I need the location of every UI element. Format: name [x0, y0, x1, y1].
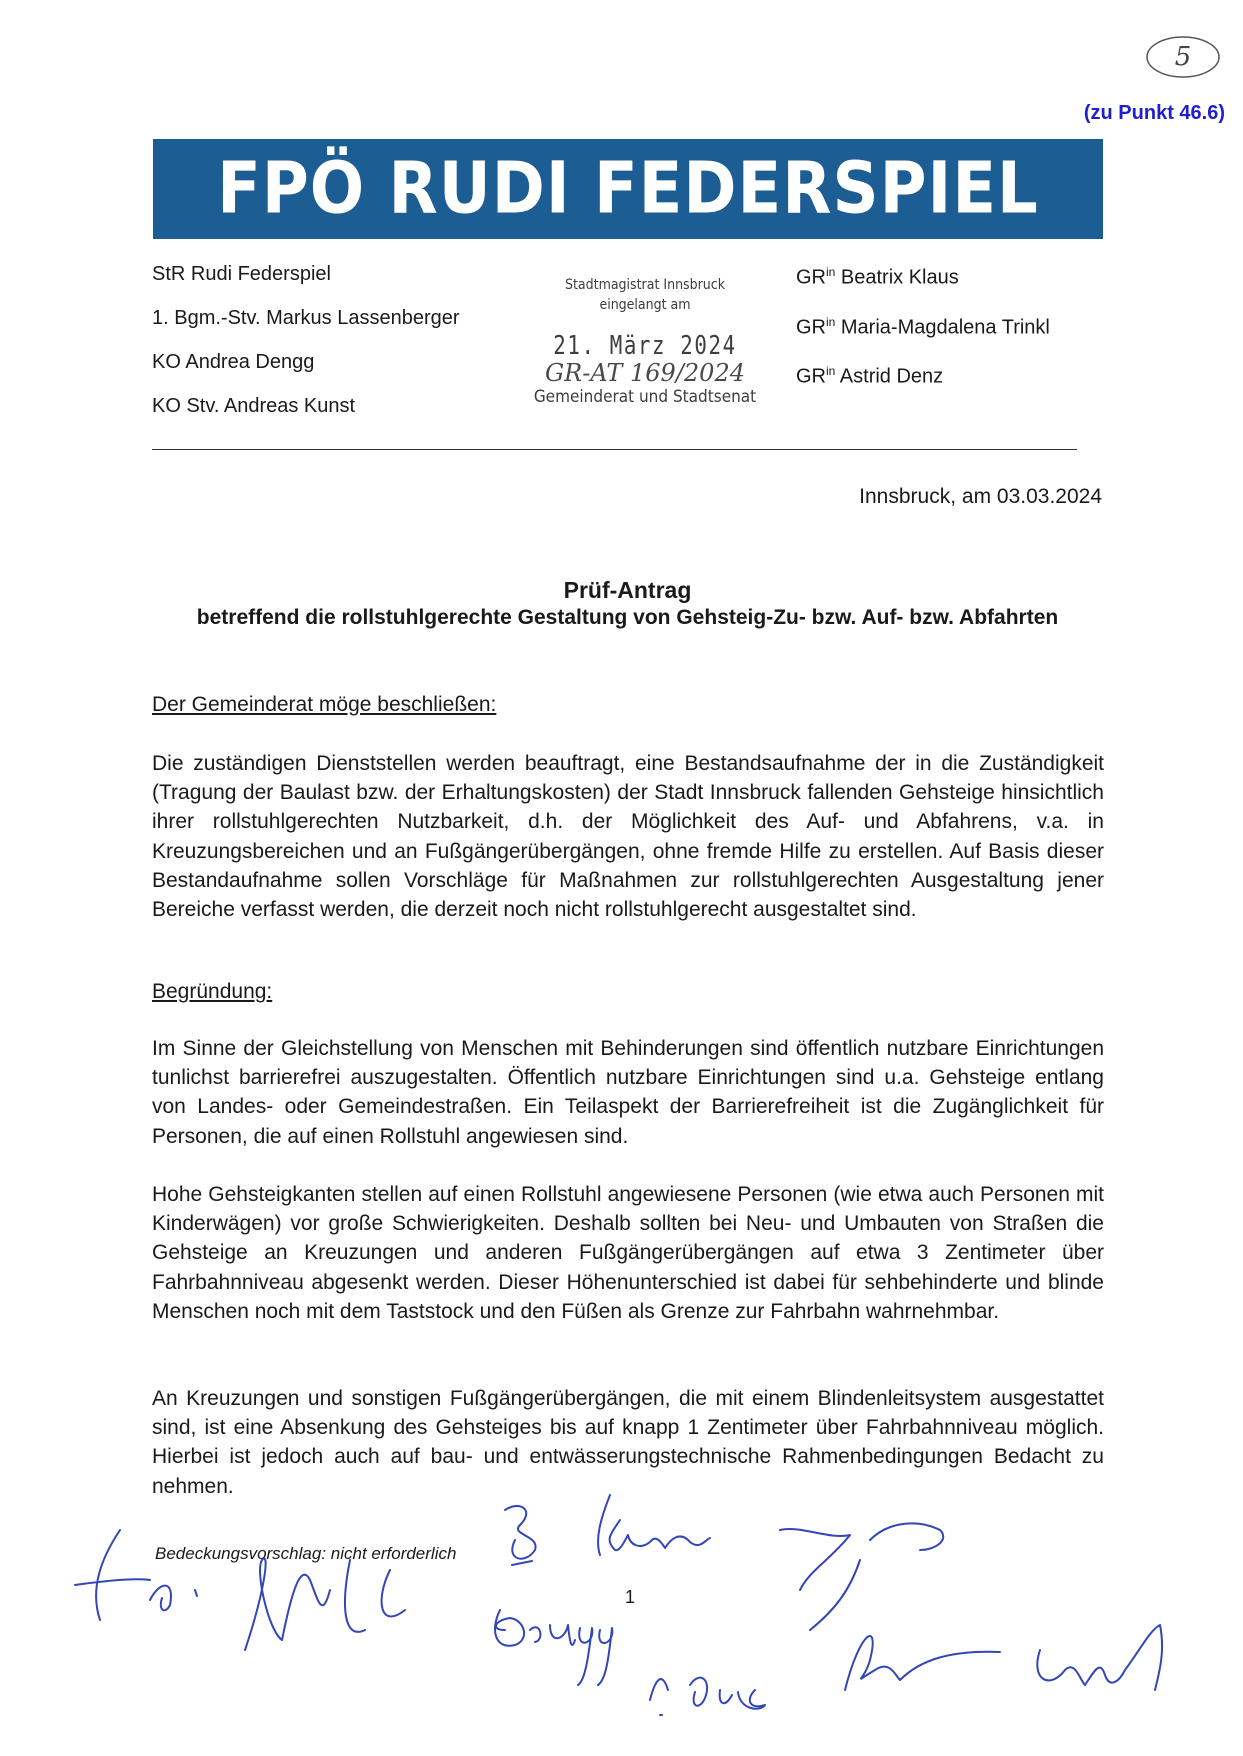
signature-lassenberger: [245, 1558, 405, 1650]
stamp-reference: GR-AT 169/2024: [545, 359, 745, 387]
stamp-date: 21. März 2024: [553, 331, 737, 361]
footnote-marker: 1: [625, 1587, 636, 1607]
signatory: 1. Bgm.-Stv. Markus Lassenberger: [152, 307, 460, 329]
signature-denz: [650, 1678, 765, 1715]
agenda-reference: (zu Punkt 46.6): [1083, 102, 1225, 124]
signatory: $GR^{in}$ Beatrix Klaus: [796, 265, 959, 289]
header-divider: [152, 449, 1077, 450]
signatories-right: [796, 250, 1050, 399]
signature-dengg: [495, 1610, 612, 1685]
signature-federspiel: [75, 1530, 197, 1620]
page-number: 5: [1174, 42, 1192, 72]
resolution-text: Die zuständigen Dienststellen werden beauftragt, eine Bestandsaufnahme der in die Zuständigkeit (Tragung der Baulast bzw. der Erhaltungskosten) der Stadt Innsbruck fallenden Gehsteige hinsichtlich ihrer rollstuhlgerechten Nutzbarkeit, d.h. der Möglichkeit des Auf- und Abfahrens, v.a. in Kreuzungsbereichen und an Fußgängerübergängen, ohne fremde Hilfe zu erstellen. Auf Basis dieser Bestandaufnahme sollen Vorschläge für Maßnahmen zur rollstuhlgerechten Ausgestaltung jener Bereiche verfasst werden, die derzeit noch nicht rollstuhlgerecht ausgestaltet sind.: [152, 752, 1104, 922]
page-number-circle: [1143, 32, 1223, 82]
stamp-received-label: eingelangt am: [599, 297, 691, 313]
document-subtitle: betreffend die rollstuhlgerechte Gestaltung von Gehsteig-Zu- bzw. Auf- bzw. Abfahrten: [196, 606, 1059, 629]
banner-text: FPÖ RUDI FEDERSPIEL: [217, 147, 1039, 231]
signatory: StR Rudi Federspiel: [152, 263, 331, 285]
justification-paragraph: Im Sinne der Gleichstellung von Menschen mit Behinderungen sind öffentlich nutzbare Einrichtungen tunlichst barrierefrei auszugestalten. Öffentlich nutzbare Einrichtungen sind u.a. Gehsteige entlang von Landes- oder Gemeindestraßen. Ein Teilaspekt der Barrierefreiheit ist die Zugänglichkeit für Personen, die auf einen Rollstuhl angewiesen sind.: [152, 1037, 1104, 1148]
signature-klaus: [505, 1495, 710, 1565]
signatories-left: [152, 252, 460, 428]
receipt-stamp: [520, 275, 770, 407]
justification-paragraph: Hohe Gehsteigkanten stellen auf einen Rollstuhl angewiesene Personen (wie etwa auch Personen mit Kinderwägen) vor große Schwierigkeiten. Deshalb sollten bei Neu- und Umbauten von Straßen die Gehsteige an Kreuzungen und anderen Fußgängerübergängen auf etwa 3 Zentimeter über Fahrbahnniveau abgesenkt werden. Dieser Höhenunterschied ist dabei für sehbehinderte und blinde Menschen noch mit dem Taststock und den Füßen als Grenze zur Fahrbahn wahrnehmbar.: [152, 1183, 1104, 1323]
signature-trinkl: [845, 1625, 1162, 1690]
stamp-department: Gemeinderat und Stadtsenat: [533, 387, 757, 407]
justification-paragraph: An Kreuzungen und sonstigen Fußgängerübergängen, die mit einem Blindenleitsystem ausgestattet sind, ist eine Absenkung des Gehsteiges bis auf knapp 1 Zentimeter über Fahrbahnniveau möglich. Hierbei ist jedoch auch auf bau- und entwässerungstechnische Rahmenbedingungen Bedacht zu nehmen.: [152, 1387, 1104, 1498]
funding-note: Bedeckungsvorschlag: nicht erforderlich: [155, 1544, 457, 1563]
resolution-heading: Der Gemeinderat möge beschließen:: [152, 693, 497, 716]
document-title: Prüf-Antrag: [563, 577, 692, 603]
signatory: $GR^{in}$ Astrid Denz: [796, 364, 944, 388]
party-banner: [153, 139, 1103, 239]
justification-heading: Begründung:: [152, 980, 273, 1003]
signature-kunst: [780, 1523, 943, 1630]
signatory: KO Stv. Andreas Kunst: [152, 395, 356, 417]
signatory: KO Andrea Dengg: [152, 351, 315, 373]
place-date: Innsbruck, am 03.03.2024: [859, 485, 1102, 508]
stamp-authority: Stadtmagistrat Innsbruck: [564, 277, 725, 293]
signatory: $GR^{in}$ Maria-Magdalena Trinkl: [796, 314, 1050, 339]
handwritten-signatures: [0, 1480, 1243, 1756]
